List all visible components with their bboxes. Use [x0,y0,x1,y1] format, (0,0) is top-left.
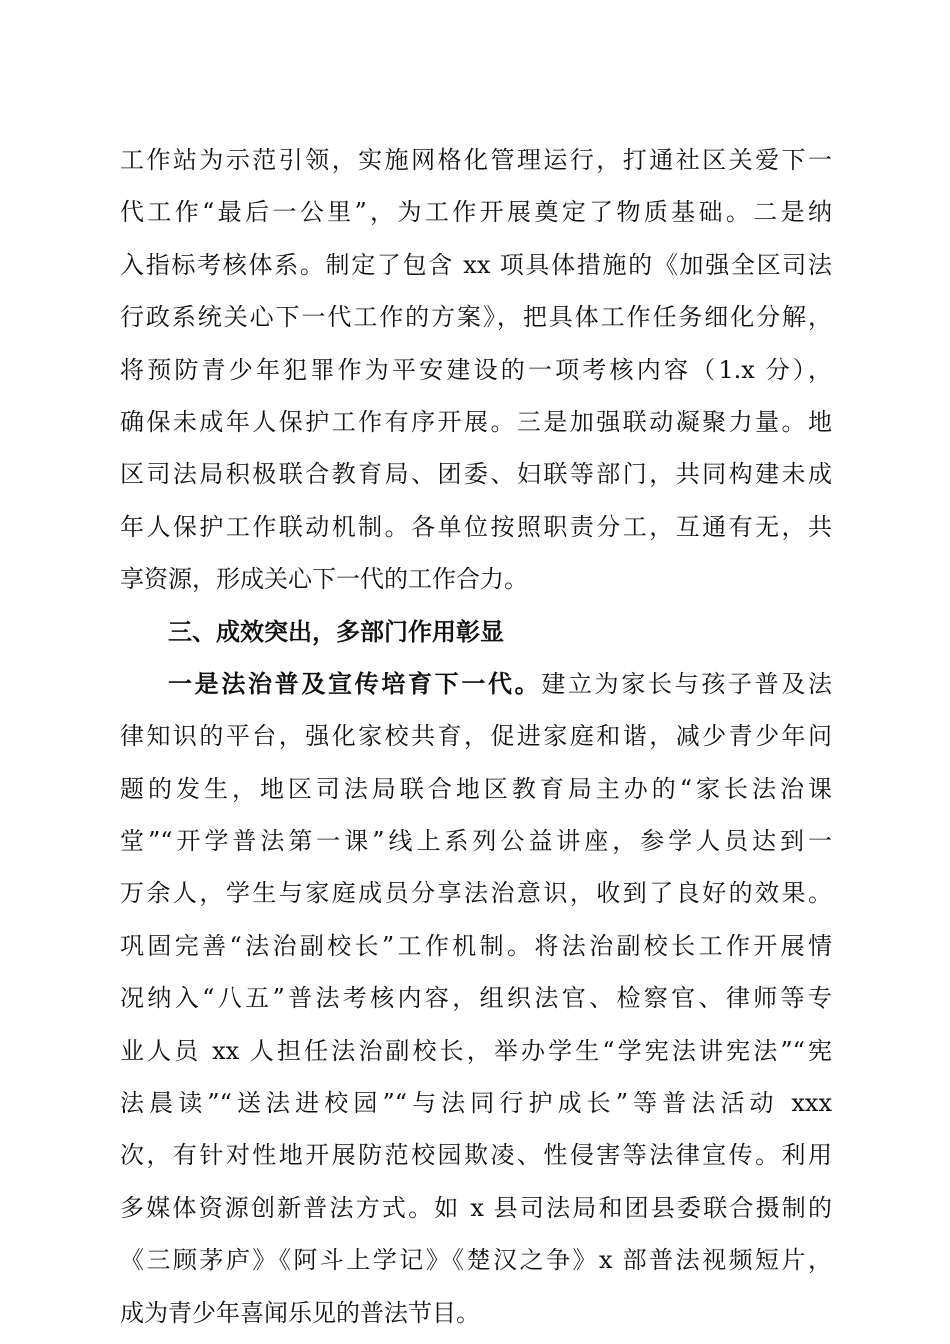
text-line: 业人员 xx 人担任法治副校长，举办学生“学宪法讲宪法”“宪 [120,1036,832,1065]
document-body [120,134,832,1339]
lead-sentence: 一是法治普及宣传培育下一代。 [168,669,542,698]
section-heading: 三、成效突出，多部门作用彰显 [168,617,504,646]
text-line: 行政系统关心下一代工作的方案》，把具体工作任务细化分解， [120,303,832,332]
text-line-first [120,658,832,710]
text-line: 成为青少年喜闻乐见的普法节目。 [120,1298,480,1327]
text-line: 巩固完善“法治副校长”工作机制。将法治副校长工作开展情 [120,931,832,960]
text-line: 《三顾茅庐》《阿斗上学记》《楚汉之争》x 部普法视频短片， [120,1246,832,1275]
text-line: 多媒体资源创新普法方式。如 x 县司法局和团县委联合摄制的 [120,1193,832,1222]
text-line: 代工作“最后一公里”，为工作开展奠定了物质基础。二是纳 [120,198,832,227]
text-line: 区司法局积极联合教育局、团委、妇联等部门，共同构建未成 [120,460,832,489]
text-line: 题的发生，地区司法局联合地区教育局主办的“家长法治课 [120,774,832,803]
text-line: 将预防青少年犯罪作为平安建设的一项考核内容（1.x 分）， [120,355,832,384]
text-line: 入指标考核体系。制定了包含 xx 项具体措施的《加强全区司法 [120,250,832,279]
text-line: 工作站为示范引领，实施网格化管理运行，打通社区关爱下一 [120,146,832,174]
text-line: 享资源，形成关心下一代的工作合力。 [120,565,528,594]
paragraph-continuation [120,134,832,606]
text-line: 确保未成年人保护工作有序开展。三是加强联动凝聚力量。地 [120,407,832,436]
paragraph-achievements [120,658,832,1339]
text-line: 况纳入“八五”普法考核内容，组织法官、检察官、律师等专 [120,984,832,1013]
text-line: 年人保护工作联动机制。各单位按照职责分工，互通有无，共 [120,512,832,541]
text-line: 次，有针对性地开展防范校园欺凌、性侵害等法律宣传。利用 [120,1141,832,1170]
text-line: 律知识的平台，强化家校共育，促进家庭和谐，减少青少年问 [120,722,832,751]
text-line: 法晨读”“送法进校园”“与法同行护成长”等普法活动 xxx [120,1089,832,1118]
text-line: 堂”“开学普法第一课”线上系列公益讲座，参学人员达到一 [120,827,832,856]
text-line: 万余人，学生与家庭成员分享法治意识，收到了良好的效果。 [120,879,832,908]
first-line-rest: 建立为家长与孩子普及法 [541,669,833,698]
